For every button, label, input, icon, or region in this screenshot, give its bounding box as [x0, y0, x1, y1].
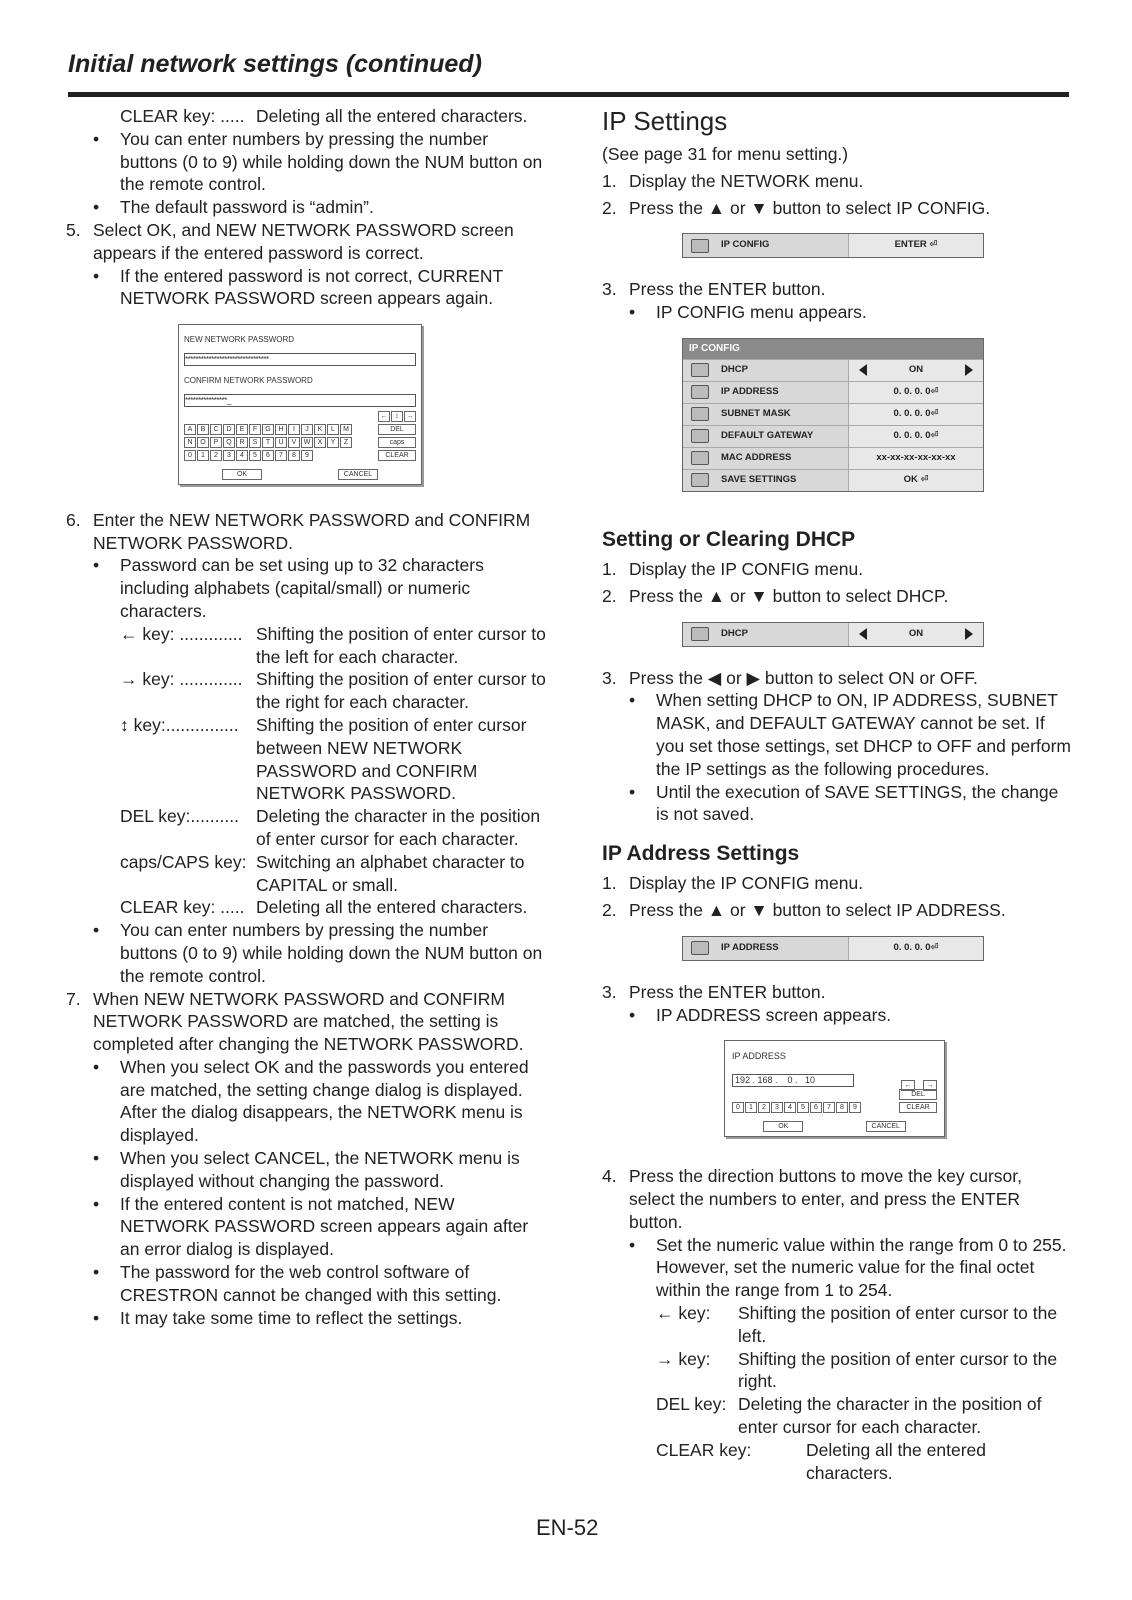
new-password-field[interactable]: ********************************: [184, 353, 416, 366]
bullet-ipconfig-appears: • IP CONFIG menu appears.: [629, 302, 867, 323]
caps-key[interactable]: caps: [378, 437, 416, 448]
menu-value: xx-xx-xx-xx-xx-xx: [848, 448, 983, 469]
dhcp-title: Setting or Clearing DHCP: [602, 527, 856, 551]
key-description: Deleting all the entered characters.: [806, 1439, 986, 1483]
ip-address-screen: [724, 1040, 945, 1137]
ip-settings-title: IP Settings: [602, 106, 728, 136]
keyboard-key[interactable]: D: [223, 424, 235, 435]
ip-clear-key-desc: [602, 1439, 1072, 1485]
key-description: Switching an alphabet character to CAPITAL or small.: [256, 851, 525, 895]
bullet-item: • The password for the web control software of CRESTRON cannot be changed with this setting.: [66, 1261, 546, 1307]
bullet-text: IP ADDRESS screen appears.: [656, 1004, 892, 1025]
keyboard-key[interactable]: 8: [288, 450, 300, 461]
menu-item-icon: [691, 385, 709, 399]
key-desc-row: [66, 896, 546, 919]
bullet-ipaddr-appears: • IP ADDRESS screen appears.: [629, 1004, 892, 1025]
key-description: Shifting the position of enter cursor to the right for each character.: [256, 669, 546, 713]
key-name: CLEAR key:: [656, 1439, 752, 1460]
keyboard-key[interactable]: W: [301, 437, 313, 448]
step-text: Display the IP CONFIG menu.: [629, 873, 864, 894]
menu-value: OK ⏎: [848, 470, 983, 491]
keyboard-key[interactable]: T: [262, 437, 274, 448]
ok-button[interactable]: OK: [222, 469, 262, 480]
ip-screen-label: IP ADDRESS: [732, 1051, 786, 1062]
keyboard-key[interactable]: R: [236, 437, 248, 448]
bullet-item: • It may take some time to reflect the settings.: [93, 1307, 463, 1328]
keyboard-key[interactable]: J: [301, 424, 313, 435]
digit-key[interactable]: 3: [771, 1102, 783, 1113]
menu-value: ENTER ⏎: [848, 234, 983, 257]
dhcp-bar[interactable]: [682, 622, 984, 647]
bullet-text: The password for the web control software of CRESTRON cannot be changed with this setting.: [120, 1262, 502, 1305]
key-name: CLEAR key: .....: [120, 106, 245, 126]
bullet-text: When setting DHCP to ON, IP ADDRESS, SUBNET MASK, and DEFAULT GATEWAY cannot be set. If you set those settings, set DHCP to OFF and perform the IP settings as the following procedures.: [656, 690, 1071, 779]
key-description: Shifting the position of enter cursor to the right.: [738, 1348, 1058, 1392]
ip-config-menu-header: IP CONFIG: [683, 339, 983, 359]
ip-config-menu-row[interactable]: [683, 447, 983, 469]
menu-value: 0. 0. 0. 0⏎: [848, 426, 983, 447]
menu-label: DHCP: [721, 627, 748, 639]
key-description: Deleting all the entered characters.: [256, 106, 528, 126]
digit-key[interactable]: 5: [797, 1102, 809, 1113]
keyboard-key[interactable]: 5: [249, 450, 261, 461]
ip-config-menu-row[interactable]: [683, 403, 983, 425]
keyboard-key[interactable]: N: [184, 437, 196, 448]
step-7: 7. When NEW NETWORK PASSWORD and CONFIRM NETWORK PASSWORD are matched, the setting is completed after changing the NETWORK PASSWORD.: [66, 988, 546, 1056]
dialog-buttons: [732, 1121, 937, 1132]
ip-address-field[interactable]: 192 . 168 . 0 . 10: [732, 1074, 854, 1087]
digit-key[interactable]: 2: [758, 1102, 770, 1113]
key-desc-row: [66, 851, 546, 897]
keyboard-key[interactable]: A: [184, 424, 196, 435]
dhcp-step-3: 3. Press the ◀ or ▶ button to select ON or OFF.: [602, 667, 978, 688]
bullet-num-buttons-2: • You can enter numbers by pressing the number buttons (0 to 9) while holding down the NUM button on the remote control.: [66, 919, 546, 987]
keyboard-key[interactable]: 2: [210, 450, 222, 461]
see-page-note: (See page 31 for menu setting.): [602, 144, 849, 164]
bullet-text: IP CONFIG menu appears.: [656, 302, 867, 323]
letter-keys-n-z: [184, 437, 352, 448]
bullet-default-password: • The default password is “admin”.: [93, 197, 374, 218]
keyboard-key[interactable]: Q: [223, 437, 235, 448]
left-column: [66, 105, 546, 1329]
key-description: Shifting the position of enter cursor to the left.: [738, 1302, 1058, 1346]
step-text: Press the ◀ or ▶ button to select ON or OFF.: [629, 667, 978, 688]
digit-key[interactable]: 4: [784, 1102, 796, 1113]
keyboard-key[interactable]: P: [210, 437, 222, 448]
keyboard-key[interactable]: 3: [223, 450, 235, 461]
dhcp-step-1: 1. Display the IP CONFIG menu.: [602, 558, 864, 579]
keyboard-key[interactable]: 1: [197, 450, 209, 461]
ip-address-title: IP Address Settings: [602, 842, 800, 866]
key-desc-row: [66, 805, 546, 851]
key-name: CLEAR key: .....: [120, 897, 245, 918]
keyboard-row-2: [184, 437, 416, 450]
keyboard-key[interactable]: 0: [184, 450, 196, 461]
bullet-item: • When you select CANCEL, the NETWORK menu is displayed without changing the password.: [66, 1147, 546, 1193]
menu-label: DEFAULT GATEWAY: [721, 430, 814, 442]
key-name: caps/CAPS key:: [120, 851, 247, 872]
confirm-password-label: CONFIRM NETWORK PASSWORD: [184, 375, 313, 385]
bullet-text: If the entered content is not matched, NEW NETWORK PASSWORD screen appears again after an error dialog is displayed.: [120, 1193, 529, 1260]
keyboard-key[interactable]: H: [275, 424, 287, 435]
ipaddr-step-4: 4. Press the direction buttons to move the key cursor, select the numbers to enter, and press the ENTER button.: [602, 1165, 1072, 1233]
step-7-bullets: [66, 1056, 546, 1330]
keyboard-key[interactable]: 9: [301, 450, 313, 461]
key-name: DEL key:..........: [120, 806, 239, 827]
ip-address-bar[interactable]: [682, 936, 984, 961]
step-text: Press the ENTER button.: [629, 981, 826, 1002]
menu-item-icon: [691, 407, 709, 421]
digit-key[interactable]: 1: [745, 1102, 757, 1113]
menu-label: SUBNET MASK: [721, 408, 791, 420]
menu-item-icon: [691, 363, 709, 377]
keyboard-key[interactable]: C: [210, 424, 222, 435]
ip-config-menu-row[interactable]: [683, 469, 983, 491]
key-desc-row: [66, 714, 546, 805]
ip-step-2: 2. Press the ▲ or ▼ button to select IP CONFIG.: [602, 197, 991, 218]
ipaddr-step-1: 1. Display the IP CONFIG menu.: [602, 873, 864, 894]
menu-value: 0. 0. 0. 0⏎: [848, 404, 983, 425]
ip-digit-row: [732, 1102, 937, 1115]
step-text: Press the ENTER button.: [629, 279, 826, 300]
ip-key-desc-row: [602, 1348, 1072, 1394]
menu-value: 0. 0. 0. 0⏎: [848, 937, 983, 960]
bullet-dhcp-on: • When setting DHCP to ON, IP ADDRESS, SUBNET MASK, and DEFAULT GATEWAY cannot be set. If you set those settings, set DHCP to OFF and perform the IP settings as the following procedures.: [629, 690, 1071, 779]
bullet-text: Until the execution of SAVE SETTINGS, the change is not saved.: [656, 781, 1059, 825]
bullet-save-settings: • Until the execution of SAVE SETTINGS, the change is not saved.: [602, 781, 1072, 827]
ip-step-1: 1. Display the NETWORK menu.: [602, 170, 864, 191]
dhcp-step-2: 2. Press the ▲ or ▼ button to select DHCP.: [602, 585, 949, 606]
dialog-buttons: [184, 469, 416, 480]
keyboard-key[interactable]: Z: [340, 437, 352, 448]
del-key[interactable]: DEL: [378, 424, 416, 435]
right-arrow-icon[interactable]: [965, 364, 973, 376]
keyboard-key[interactable]: F: [249, 424, 261, 435]
step-text: Press the direction buttons to move the key cursor, select the numbers to enter, and press the ENTER button.: [629, 1166, 1022, 1232]
keyboard-row-3: [184, 450, 416, 463]
keyboard-key[interactable]: I: [288, 424, 300, 435]
keyboard-key[interactable]: B: [197, 424, 209, 435]
keyboard-key[interactable]: V: [288, 437, 300, 448]
bullet-text: You can enter numbers by pressing the number buttons (0 to 9) while holding down the NUM button on the remote control.: [120, 920, 543, 986]
ip-step-3: 3. Press the ENTER button.: [602, 279, 826, 300]
bullet-text: When you select CANCEL, the NETWORK menu is displayed without changing the password.: [120, 1148, 520, 1191]
keyboard-key[interactable]: E: [236, 424, 248, 435]
key-description: Deleting the character in the position of enter cursor for each character.: [738, 1394, 1042, 1437]
bullet-incorrect-password: • If the entered password is not correct, CURRENT NETWORK PASSWORD screen appears again.: [66, 265, 546, 311]
digit-key[interactable]: 8: [836, 1102, 848, 1113]
keyboard-key[interactable]: K: [314, 424, 326, 435]
step-text: Enter the NEW NETWORK PASSWORD and CONFIRM NETWORK PASSWORD.: [93, 509, 531, 553]
menu-label: DHCP: [721, 364, 748, 376]
ip-config-menu: [682, 338, 984, 492]
key-name: ← key: .............: [120, 623, 243, 644]
keyboard-key[interactable]: U: [275, 437, 287, 448]
letter-keys-a-m: [184, 424, 352, 435]
network-icon: [691, 239, 709, 253]
keyboard-key[interactable]: Y: [327, 437, 339, 448]
right-arrow-key[interactable]: →: [923, 1080, 937, 1091]
step-text: Press the ▲ or ▼ button to select IP CONFIG.: [629, 197, 991, 218]
left-arrow-key[interactable]: ←: [901, 1080, 915, 1091]
menu-label: SAVE SETTINGS: [721, 474, 797, 486]
clear-key[interactable]: CLEAR: [378, 450, 416, 461]
step-text: Press the ▲ or ▼ button to select IP ADDRESS.: [629, 899, 1006, 920]
dhcp-icon: [691, 627, 709, 641]
updown-arrow-key[interactable]: ↕: [391, 411, 403, 422]
menu-value-text: ON: [908, 364, 924, 376]
keyboard-key[interactable]: G: [262, 424, 274, 435]
step-text: Display the IP CONFIG menu.: [629, 558, 864, 579]
bullet-num-buttons: • You can enter numbers by pressing the number buttons (0 to 9) while holding down the NUM button on the remote control.: [66, 128, 546, 196]
right-arrow-icon[interactable]: [965, 628, 973, 640]
digit-keys: [732, 1102, 861, 1113]
menu-item-icon: [691, 429, 709, 443]
bullet-text: It may take some time to reflect the settings.: [120, 1307, 463, 1328]
ip-screen-wrap: [724, 1040, 1072, 1137]
key-name: → key: .............: [120, 669, 243, 690]
page-title: Initial network settings (continued): [68, 50, 482, 78]
keyboard-key[interactable]: S: [249, 437, 261, 448]
ip-key-desc-row: [602, 1302, 1072, 1348]
menu-value: [848, 360, 983, 381]
keyboard-key[interactable]: 4: [236, 450, 248, 461]
ok-button[interactable]: OK: [763, 1121, 803, 1132]
menu-item-icon: [691, 451, 709, 465]
key-desc-row: [66, 623, 546, 669]
menu-label: IP ADDRESS: [721, 941, 779, 953]
bullet-text: If the entered password is not correct, CURRENT NETWORK PASSWORD screen appears again.: [120, 265, 503, 309]
bullet-text: You can enter numbers by pressing the number buttons (0 to 9) while holding down the NUM button on the remote control.: [120, 128, 543, 195]
arrow-keys: [184, 411, 416, 422]
bullet-numeric-range: • Set the numeric value within the range from 0 to 255. However, set the numeric value for the final octet within the range from 1 to 254.: [602, 1234, 1072, 1302]
key-name: ← key:: [656, 1302, 711, 1323]
key-description: Shifting the position of enter cursor between NEW NETWORK PASSWORD and CONFIRM NETWORK PASSWORD.: [256, 714, 527, 804]
bullet-password-chars: • Password can be set using up to 32 characters including alphabets (capital/small) or numeric characters.: [66, 554, 546, 622]
key-description: Shifting the position of enter cursor to the left for each character.: [256, 623, 546, 667]
step-6: 6. Enter the NEW NETWORK PASSWORD and CONFIRM NETWORK PASSWORD.: [66, 509, 546, 555]
cancel-button[interactable]: CANCEL: [338, 469, 378, 480]
menu-label: IP CONFIG: [721, 239, 770, 251]
clear-key-desc-top: [66, 105, 546, 128]
key-description: Deleting the character in the position of enter cursor for each character.: [256, 806, 541, 849]
del-key[interactable]: DEL: [899, 1089, 937, 1100]
key-name: DEL key:: [656, 1394, 727, 1415]
bullet-text: The default password is “admin”.: [120, 197, 374, 218]
key-description: Deleting all the entered characters.: [256, 897, 528, 918]
password-screen-wrap: [178, 324, 546, 485]
cancel-button[interactable]: CANCEL: [866, 1121, 906, 1132]
bullet-text: Set the numeric value within the range from 0 to 255. However, set the numeric value for the final octet within the range from 1 to 254.: [656, 1234, 1067, 1301]
keyboard-key[interactable]: M: [340, 424, 352, 435]
bullet-item: • When you select OK and the passwords you entered are matched, the setting change dialog is displayed. After the dialog disappears, the NETWORK menu is displayed.: [66, 1056, 546, 1147]
key-name: ↕ key:...............: [120, 714, 239, 735]
menu-value: 0. 0. 0. 0⏎: [848, 382, 983, 403]
key-name: → key:: [656, 1348, 711, 1369]
step-text: Press the ▲ or ▼ button to select DHCP.: [629, 585, 949, 606]
step-5: 5. Select OK, and NEW NETWORK PASSWORD screen appears if the entered password is correct.: [66, 219, 546, 265]
keyboard-key[interactable]: 7: [275, 450, 287, 461]
ipaddr-step-3: 3. Press the ENTER button.: [602, 981, 826, 1002]
step-text: Select OK, and NEW NETWORK PASSWORD screen appears if the entered password is correct.: [93, 219, 514, 263]
digit-key[interactable]: 9: [849, 1102, 861, 1113]
step-text: When NEW NETWORK PASSWORD and CONFIRM NETWORK PASSWORD are matched, the setting is completed after changing the NETWORK PASSWORD.: [93, 988, 524, 1055]
bullet-text: Password can be set using up to 32 characters including alphabets (capital/small) or numeric characters.: [120, 555, 484, 621]
step-text: Display the NETWORK menu.: [629, 170, 864, 191]
left-arrow-key[interactable]: ←: [378, 411, 390, 422]
menu-label: IP ADDRESS: [721, 386, 779, 398]
keyboard-key[interactable]: O: [197, 437, 209, 448]
new-password-label: NEW NETWORK PASSWORD: [184, 335, 295, 345]
ip-config-menu-row[interactable]: [683, 381, 983, 403]
left-arrow-icon[interactable]: [859, 628, 867, 640]
keyboard-key[interactable]: X: [314, 437, 326, 448]
digit-key[interactable]: 7: [823, 1102, 835, 1113]
new-password-screen: [178, 324, 422, 485]
page-number: EN-52: [536, 1515, 599, 1540]
ip-key-descriptions: [602, 1302, 1072, 1439]
right-column: [602, 105, 1072, 1484]
ip-key-desc-row: [602, 1393, 1072, 1439]
right-arrow-key[interactable]: →: [404, 411, 416, 422]
left-arrow-icon[interactable]: [859, 364, 867, 376]
ip-config-menu-row[interactable]: [683, 425, 983, 447]
menu-value: ON: [908, 627, 924, 639]
menu-label: MAC ADDRESS: [721, 452, 792, 464]
keyboard-row-1: [184, 424, 416, 437]
ip-config-menu-row[interactable]: [683, 359, 983, 381]
digit-keys: [184, 450, 313, 461]
keyboard-key[interactable]: 6: [262, 450, 274, 461]
header-rule: [68, 92, 1069, 97]
bullet-item: • If the entered content is not matched, NEW NETWORK PASSWORD screen appears again after an error dialog is displayed.: [66, 1193, 546, 1261]
ipaddr-step-2: 2. Press the ▲ or ▼ button to select IP ADDRESS.: [602, 899, 1006, 920]
ip-address-icon: [691, 941, 709, 955]
digit-key[interactable]: 0: [732, 1102, 744, 1113]
key-desc-row: [66, 668, 546, 714]
bullet-text: When you select OK and the passwords you entered are matched, the setting change dialog is displayed. After the dialog disappears, the NETWORK menu is displayed.: [120, 1056, 529, 1146]
ip-config-bar[interactable]: [682, 233, 984, 258]
digit-key[interactable]: 6: [810, 1102, 822, 1113]
key-descriptions: [66, 623, 546, 919]
confirm-password-field[interactable]: ****************_: [184, 394, 416, 407]
clear-key[interactable]: CLEAR: [899, 1102, 937, 1113]
menu-item-icon: [691, 473, 709, 487]
keyboard-key[interactable]: L: [327, 424, 339, 435]
